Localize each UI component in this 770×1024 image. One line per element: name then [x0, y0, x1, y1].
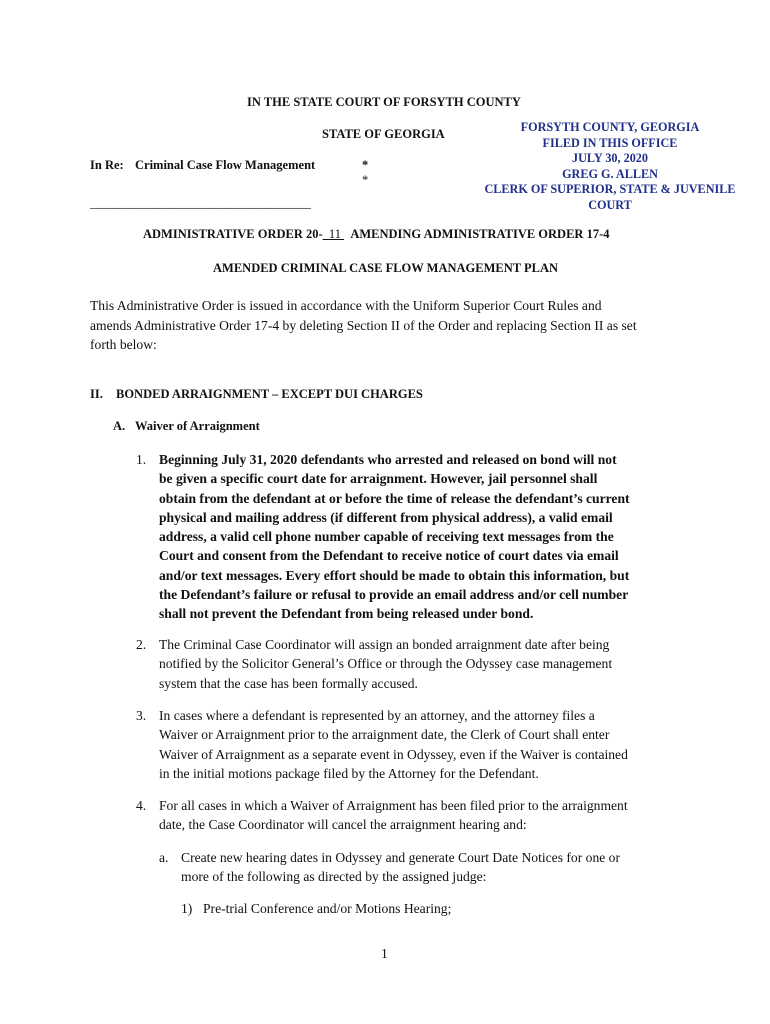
list-item: Pre-trial Conference and/or Motions Hearing; [203, 901, 452, 916]
intro-line-3: forth below: [90, 337, 157, 352]
stamp-filed: FILED IN THIS OFFICE [542, 135, 678, 150]
list-item: The Criminal Case Coordinator will assign an bonded arraignment date after being notified by the Solicitor General’s Office or through the Odyssey case management system that the case has been formally accused. [159, 637, 613, 691]
list-item: In cases where a defendant is represented by an attorney, and the attorney files a Waiver or Arraignment prior to the arraignment date, the Clerk of Court shall enter Waiver of Arraignment as a separate event in Odyssey, even if the Waiver is contained in the initial motions package filed by the Attorney for the Defendant. [159, 708, 628, 781]
stamp-county: FORSYTH COUNTY, GEORGIA [520, 120, 700, 134]
in-re-value: Criminal Case Flow Management [135, 158, 316, 172]
intro-line-1: This Administrative Order is issued in accordance with the Uniform Superior Court Rules and [90, 298, 602, 313]
order-title [143, 227, 610, 242]
subitem-number: 1) [181, 901, 193, 916]
section-number: II. [90, 387, 103, 401]
item-number: 2. [136, 637, 147, 652]
caption-star: * [362, 173, 369, 187]
stamp-clerk-name: GREG G. ALLEN [562, 166, 658, 181]
state-title: STATE OF GEORGIA [322, 127, 445, 141]
stamp-clerk-title: CLERK OF SUPERIOR, STATE & JUVENILE COURT [484, 182, 736, 212]
caption-rule: _______________________________________ [90, 196, 311, 210]
list-item: Create new hearing dates in Odyssey and generate Court Date Notices for one or more of the following as directed by the assigned judge: [181, 850, 620, 885]
order-prefix: ADMINISTRATIVE ORDER 20- [143, 227, 323, 241]
list-item: For all cases in which a Waiver of Arraignment has been filed prior to the arraignment date, the Case Coordinator will cancel the arraignment hearing and: [159, 798, 628, 833]
item-number: 3. [136, 708, 147, 723]
order-number: 11 [328, 227, 341, 241]
list-item: Beginning July 31, 2020 defendants who arrested and released on bond will not be given a specific court date for arraignment. However, jail personnel shall obtain from the defendant at or before the time of release the defendant’s current physical and mailing address (if different from physical address), a valid email address, a valid cell phone number capable of receiving text messages from the Court and consent from the Defendant to receive notice of court dates via email and/or text messages. Every effort should be made to obtain this information, but the Defendant’s failure or refusal to provide an email address and/or cell number shall not prevent the Defendant from being released under bond. [159, 452, 630, 622]
intro-line-2: amends Administrative Order 17-4 by deleting Section II of the Order and replacing Section II as set [90, 318, 637, 333]
filing-stamp [462, 120, 758, 213]
page-number: 1 [381, 946, 388, 961]
court-title: IN THE STATE COURT OF FORSYTH COUNTY [247, 95, 521, 109]
in-re-label: In Re: [90, 158, 124, 172]
subsection-letter: A. [113, 419, 126, 433]
order-suffix: AMENDING ADMINISTRATIVE ORDER 17-4 [350, 227, 610, 241]
subsection-heading: Waiver of Arraignment [135, 419, 260, 433]
item-number: 1. [136, 452, 147, 467]
subitem-letter: a. [159, 850, 169, 865]
item-number: 4. [136, 798, 147, 813]
stamp-date: JULY 30, 2020 [572, 151, 648, 165]
plan-title: AMENDED CRIMINAL CASE FLOW MANAGEMENT PLAN [213, 261, 559, 275]
section-heading: BONDED ARRAIGNMENT – EXCEPT DUI CHARGES [116, 387, 423, 401]
caption-star: * [362, 158, 369, 172]
